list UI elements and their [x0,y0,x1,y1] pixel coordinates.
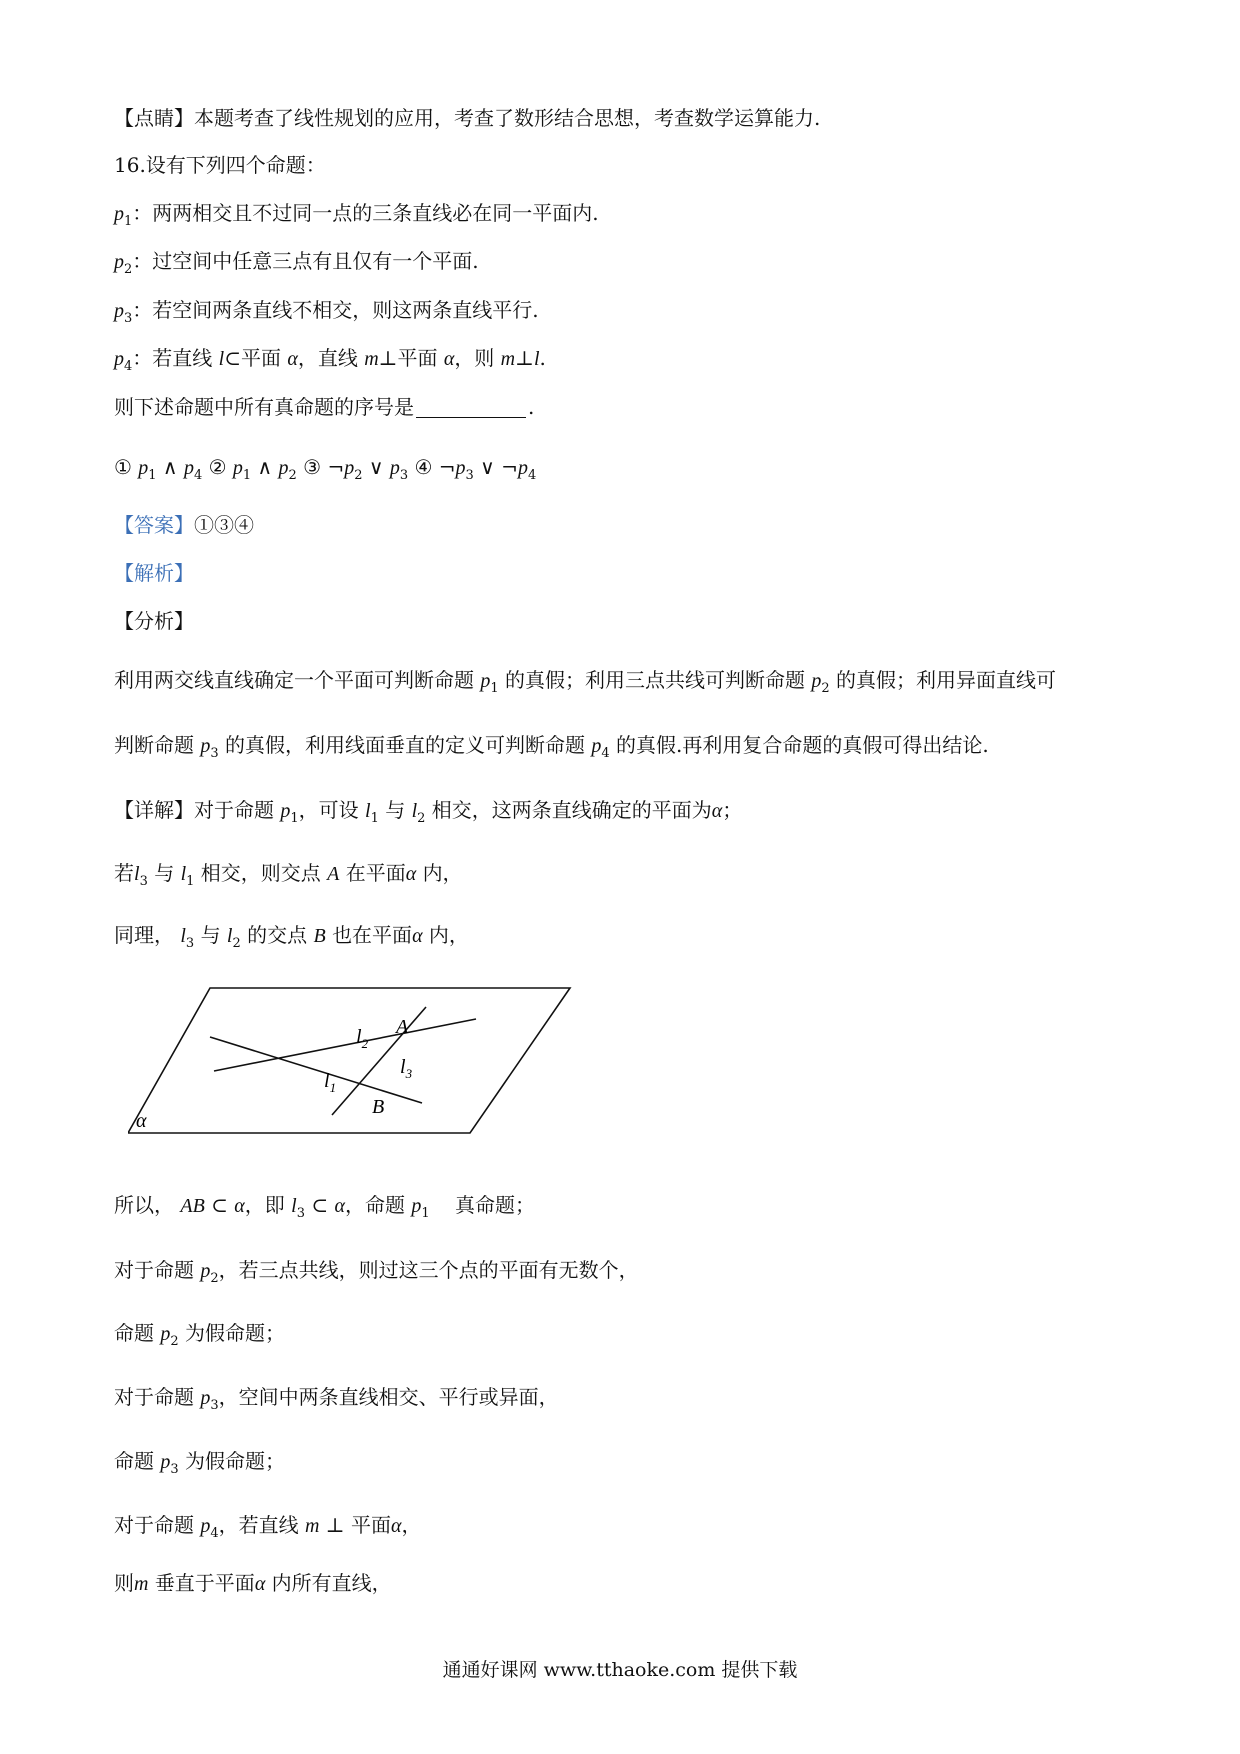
detail-line-6: 命题 $p_2$ 为假命题； [114,1321,285,1349]
proposition-p4: $p_4$：若直线 l⊂平面 α，直线 m⊥平面 α，则 m⊥l. [114,346,546,374]
dianjing-note: 【点睛】本题考查了线性规划的应用，考查了数形结合思想，考查数学运算能力. [114,106,821,130]
proposition-p3: $p_3$：若空间两条直线不相交，则这两条直线平行. [114,298,539,326]
detail-line-10: 则m 垂直于平面α 内所有直线， [114,1571,392,1595]
compound-options: ① $p_1$ ∧ $p_4$ ② $p_1$ ∧ $p_2$ ③ $\neg p_2$ ∨ $p_3$ ④ $\neg p_3$ ∨ $\neg p_4$ [114,455,537,483]
answer-line [114,510,254,540]
label-A: A [396,1016,409,1038]
detail-line-3: 同理， $l_3$ 与 $l_2$ 的交点 B 也在平面α 内， [114,923,469,951]
question-title: 16.设有下列四个命题： [114,153,326,177]
answer-blank [416,397,526,418]
label-l3: $l_3$ [400,1056,413,1081]
proposition-p1: $p_1$：两两相交且不过同一点的三条直线必在同一平面内. [114,201,599,229]
question-ask: 则下述命题中所有真命题的序号是 . [114,395,535,419]
line-l1 [210,1037,422,1103]
proposition-p2: $p_2$：过空间中任意三点有且仅有一个平面. [114,249,479,277]
answer-value: ①③④ [194,513,254,537]
detail-line-9: 对于命题 $p_4$，若直线 m ⊥ 平面α， [114,1513,422,1541]
plane-alpha [128,988,570,1133]
detail-line-5: 对于命题 $p_2$，若三点共线，则过这三个点的平面有无数个， [114,1258,639,1286]
analysis-line-2: 判断命题 $p_3$ 的真假，利用线面垂直的定义可判断命题 $p_4$ 的真假.再利用复合命题的真假可得出结论. [114,733,989,761]
label-alpha: α [136,1110,147,1132]
detail-line-2: 若$l_3$ 与 $l_1$ 相交，则交点 A 在平面α 内， [114,861,463,889]
detail-line-7: 对于命题 $p_3$，空间中两条直线相交、平行或异面， [114,1385,559,1413]
plane-figure [128,985,578,1145]
label-l1: $l_1$ [324,1070,337,1095]
fenxi-label: 【分析】 [114,609,194,633]
detail-line-8: 命题 $p_3$ 为假命题； [114,1449,285,1477]
jiexi-label: 【解析】 [114,561,194,585]
label-B: B [372,1096,385,1118]
page-footer: 通通好课网 www.tthaoke.com 提供下载 [442,1659,798,1681]
answer-label: 【答案】 [114,513,194,537]
analysis-line-1: 利用两交线直线确定一个平面可判断命题 $p_1$ 的真假；利用三点共线可判断命题 $p_2$ 的真假；利用异面直线可 [114,668,1056,696]
detail-line-1: 【详解】对于命题 $p_1$，可设 $l_1$ 与 $l_2$ 相交，这两条直线确定的平面为α； [114,798,743,826]
line-l2 [214,1019,476,1071]
label-l2: $l_2$ [356,1026,369,1051]
detail-line-4: 所以， AB ⊂ α，即 $l_3$ ⊂ α，命题 $p_1$ 真命题； [114,1193,536,1221]
